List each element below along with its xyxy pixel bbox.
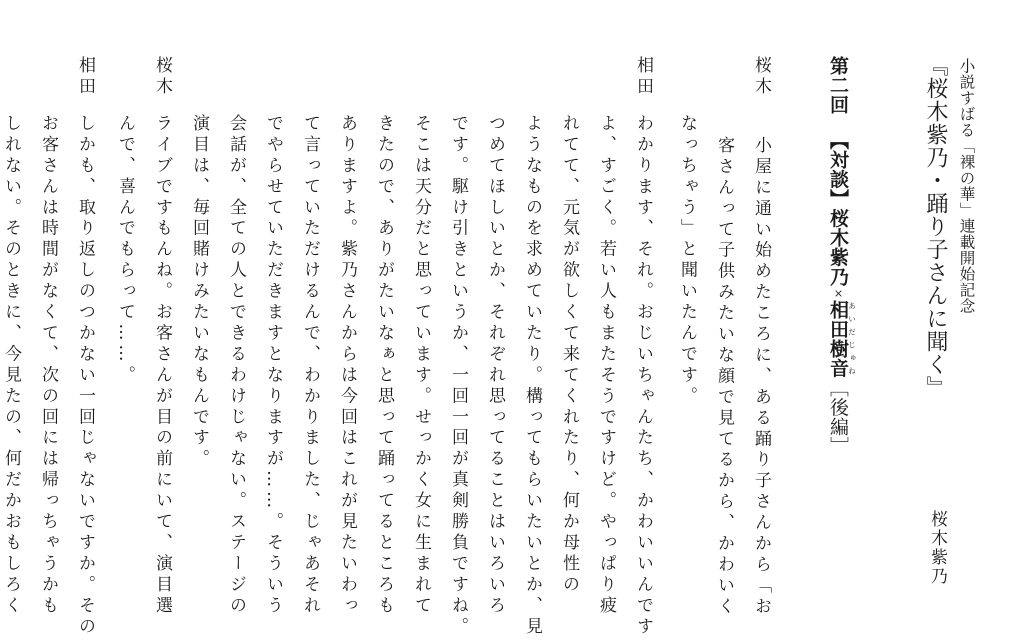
dialogue-line: です。駆け引きというか、一回一回が真剣勝負ですね。 bbox=[448, 114, 468, 638]
dialogue-line: んで、喜んでもらって……。 bbox=[115, 114, 135, 387]
dialogue-line: しかも、取り返しのつかない一回じゃないですか。その bbox=[75, 114, 95, 638]
speaker-name: 桜木 bbox=[152, 56, 172, 98]
dialogue-line: 小屋に通い始めたころに、ある踊り子さんから「お bbox=[751, 136, 771, 618]
episode-number: 第二回 bbox=[827, 56, 849, 115]
dialogue-line: でやらせていただきますとなりますが……。そういう bbox=[263, 114, 283, 617]
dialogue-line: ありますよ。紫乃さんからは今回はこれが見たいわっ bbox=[337, 114, 357, 617]
dialogue-line: れてて、元気が欲しくて来てくれたり、何か母性の bbox=[559, 114, 579, 596]
dialogue-line: なっちゃう」と聞いたんです。 bbox=[677, 114, 697, 408]
guest-2-name: 相田樹音 bbox=[827, 300, 849, 378]
cross-mark: × bbox=[832, 286, 845, 300]
dialogue-line: 客さんって子供みたいな顔で見てるから、かわいく bbox=[714, 136, 734, 618]
dialogue-line: ライブですもんね。お客さんが目の前にいて、演目選 bbox=[152, 114, 172, 617]
guest-1: 桜木紫乃 bbox=[827, 208, 849, 287]
dialogue-line: つめてほしいとか、それぞれ思ってることはいろいろ bbox=[485, 114, 505, 617]
speaker-name: 相田 bbox=[633, 56, 653, 98]
article-title: 『桜木紫乃・踊り子さんに聞く』 bbox=[923, 54, 948, 399]
episode-heading bbox=[828, 56, 856, 456]
dialogue-line: お客さんは時間がなくて、次の回には帰っちゃうかも bbox=[38, 114, 58, 617]
dialogue-line: 演目は、毎回賭けみたいなもんです。 bbox=[189, 114, 209, 471]
dialogue-line: きたので、ありがたいなぁと思って踊ってるところも bbox=[374, 114, 394, 617]
dialogue-line: ようなものを求めていたり。構ってもらいたいとか、見 bbox=[522, 114, 542, 638]
episode-kind: 【対談】 bbox=[827, 130, 849, 209]
speaker-name: 相田 bbox=[75, 56, 95, 98]
episode-part: ［後編］ bbox=[827, 378, 849, 456]
author-byline: 桜木紫乃 bbox=[927, 510, 947, 586]
dialogue-line: わかります、それ。おじいちゃんたち、かわいいんです bbox=[633, 114, 653, 638]
dialogue-line: て言っていただけるんで、わかりました、じゃあそれ bbox=[300, 114, 320, 617]
dialogue-line: そこは天分だと思っています。せっかく女に生まれて bbox=[411, 114, 431, 617]
dialogue-line: 会話が、全ての人とできるわけじゃない。ステージの bbox=[226, 114, 246, 617]
guest-2-ruby: あいだじゅね bbox=[847, 300, 857, 378]
guest-2 bbox=[827, 300, 857, 378]
dialogue-line: しれない。そのときに、今見たの、何だかおもしろく bbox=[1, 114, 21, 617]
dialogue-line: よ、すごく。若い人もまたそうですけど。やっぱり疲 bbox=[596, 114, 616, 617]
series-caption: 小説すばる「裸の華」連載開始記念 bbox=[957, 58, 976, 314]
speaker-name: 桜木 bbox=[751, 56, 771, 98]
